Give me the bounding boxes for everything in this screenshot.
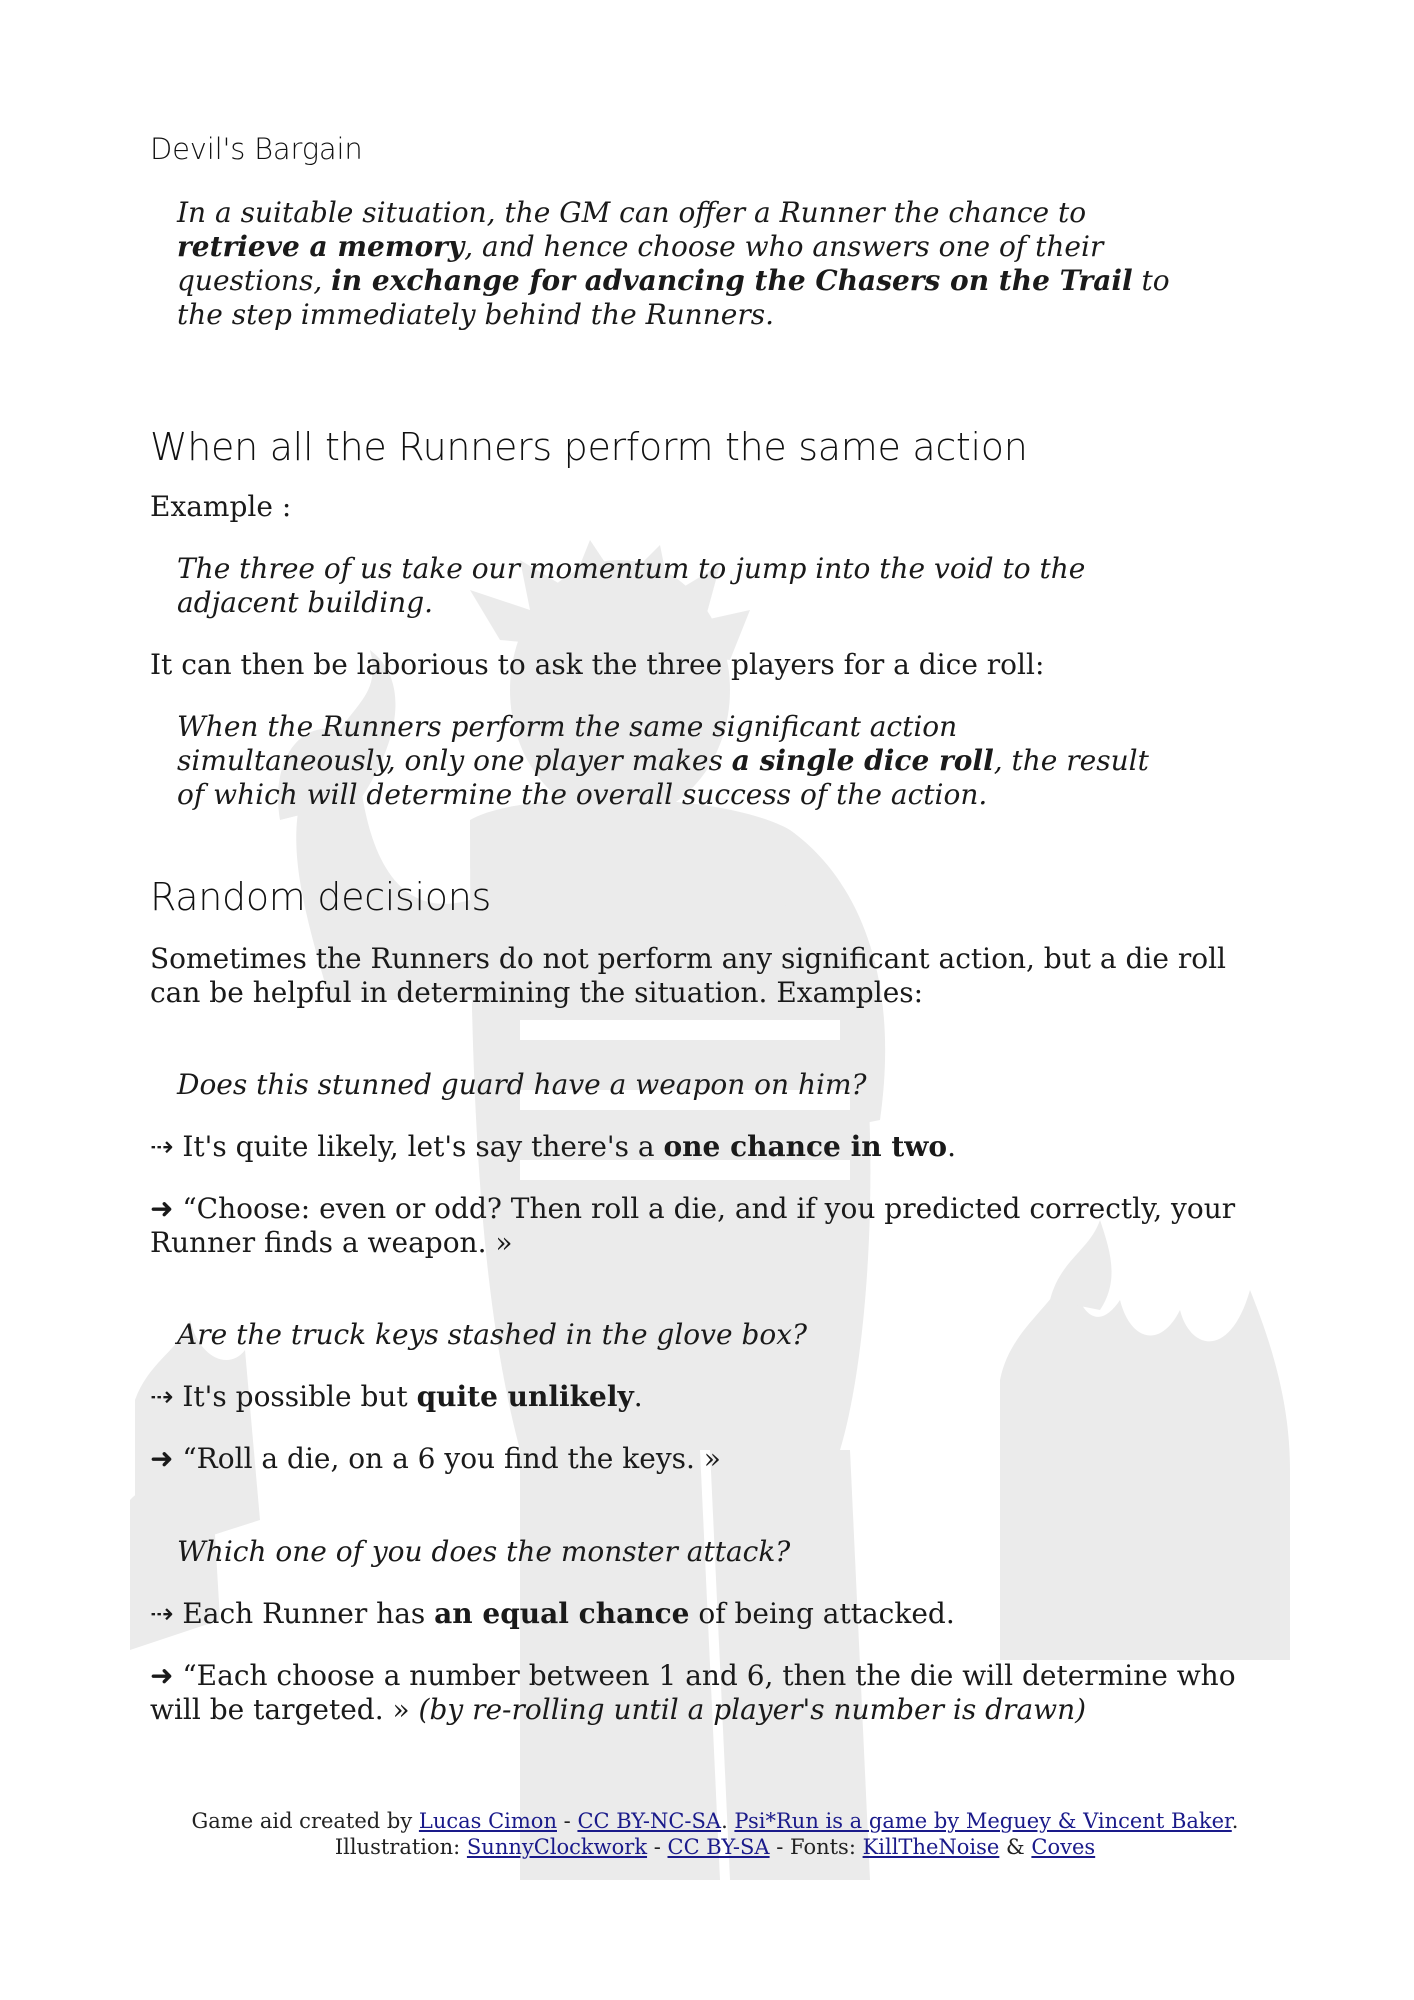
example-likelihood — [150, 1130, 1280, 1164]
rule-line — [177, 264, 1257, 298]
credits-text: . — [721, 1809, 735, 1833]
likelihood-text: of being attacked. — [689, 1597, 955, 1630]
instruction-line — [150, 1442, 1280, 1476]
credits-footer — [150, 1808, 1280, 1860]
devils-bargain-rule — [177, 196, 1257, 332]
example-instruction — [150, 1659, 1280, 1727]
instruction-note: (by re-rolling until a player's number is drawn) — [418, 1693, 1087, 1726]
same-action-heading: When all the Runners perform the same action — [150, 425, 1028, 469]
same-action-example — [177, 552, 1257, 620]
dotted-arrow-icon: ⇢ — [150, 1130, 174, 1163]
likelihood-text: Each Runner has — [173, 1597, 435, 1630]
instruction-text: “Choose: even or odd? Then roll a die, and if you predicted correctly, your — [173, 1192, 1236, 1225]
same-action-intro: It can then be laborious to ask the three players for a dice roll: — [150, 648, 1045, 681]
rule-emphasis: a single dice roll — [731, 744, 994, 777]
likelihood-emphasis: one chance in two — [663, 1130, 948, 1163]
instruction-line — [150, 1693, 1280, 1727]
likelihood-emphasis: an equal chance — [434, 1597, 690, 1630]
example-likelihood — [150, 1597, 1280, 1631]
example-question: Are the truck keys stashed in the glove box? — [177, 1318, 808, 1351]
credits-text: & — [999, 1835, 1032, 1859]
random-decisions-heading: Random decisions — [150, 875, 492, 919]
credits-text: - — [647, 1835, 668, 1859]
rule-text: , the result — [993, 744, 1149, 777]
rule-emphasis: in exchange for advancing the Chasers on the Trail — [331, 264, 1133, 297]
rule-text: questions, — [177, 264, 332, 297]
rule-line: the step immediately behind the Runners. — [177, 298, 774, 331]
game-link[interactable]: Psi*Run is a game by Meguey & Vincent Baker — [734, 1809, 1232, 1833]
dotted-arrow-icon: ⇢ — [150, 1597, 174, 1630]
credits-text: Illustration: — [334, 1835, 467, 1859]
random-intro — [150, 942, 1280, 1010]
heavy-arrow-icon: ➜ — [150, 1442, 174, 1475]
same-action-rule — [177, 710, 1257, 812]
likelihood-text: It's possible but — [173, 1380, 417, 1413]
example-question: Which one of you does the monster attack? — [177, 1535, 791, 1568]
credits-text: - Fonts: — [769, 1835, 863, 1859]
rule-text: to — [1132, 264, 1170, 297]
devils-bargain-heading: Devil's Bargain — [150, 132, 363, 166]
likelihood-text: . — [633, 1380, 643, 1413]
rule-line: In a suitable situation, the GM can offer a Runner the chance to — [177, 196, 1087, 229]
example-likelihood — [150, 1380, 1280, 1414]
credits-text: . — [1231, 1809, 1239, 1833]
credits-line — [150, 1834, 1280, 1860]
font-link[interactable]: KillTheNoise — [862, 1835, 1000, 1859]
credits-line — [150, 1808, 1280, 1834]
intro-line: can be helpful in determining the situation. Examples: — [150, 976, 924, 1009]
instruction-line — [150, 1659, 1280, 1693]
example-instruction — [150, 1192, 1280, 1260]
rule-line — [177, 744, 1257, 778]
rule-line — [177, 230, 1257, 264]
instruction-text: “Each choose a number between 1 and 6, then the die will determine who — [173, 1659, 1236, 1692]
instruction-line: Runner finds a weapon. » — [150, 1226, 513, 1259]
example-instruction — [150, 1442, 1280, 1476]
heavy-arrow-icon: ➜ — [150, 1192, 174, 1225]
example-question: Does this stunned guard have a weapon on him? — [177, 1068, 867, 1101]
likelihood-text: It's quite likely, let's say there's a — [173, 1130, 664, 1163]
rule-text: , and hence choose who answers one of their — [464, 230, 1104, 263]
intro-line: Sometimes the Runners do not perform any significant action, but a die roll — [150, 942, 1226, 975]
example-line: The three of us take our momentum to jump into the void to the — [177, 552, 1086, 585]
author-link[interactable]: Lucas Cimon — [418, 1809, 557, 1833]
credits-text: Game aid created by — [191, 1809, 419, 1833]
example-label: Example : — [150, 490, 292, 523]
rule-text: simultaneously, only one player makes — [177, 744, 732, 777]
instruction-text: will be targeted. » — [150, 1693, 419, 1726]
illustrator-link[interactable]: SunnyClockwork — [466, 1835, 648, 1859]
credits-text: - — [556, 1809, 578, 1833]
instruction-text: “Roll a die, on a 6 you find the keys. » — [173, 1442, 721, 1475]
likelihood-emphasis: quite unlikely — [416, 1380, 634, 1413]
dotted-arrow-icon: ⇢ — [150, 1380, 174, 1413]
illustration-license-link[interactable]: CC BY-SA — [667, 1835, 770, 1859]
font-link[interactable]: Coves — [1031, 1835, 1096, 1859]
example-line: adjacent building. — [177, 586, 434, 619]
instruction-line — [150, 1192, 1280, 1226]
rule-line: of which will determine the overall success of the action. — [177, 778, 988, 811]
rule-emphasis: retrieve a memory — [177, 230, 465, 263]
rule-line: When the Runners perform the same significant action — [177, 710, 958, 743]
heavy-arrow-icon: ➜ — [150, 1659, 174, 1692]
license-link[interactable]: CC BY-NC-SA — [577, 1809, 722, 1833]
likelihood-text: . — [947, 1130, 956, 1163]
